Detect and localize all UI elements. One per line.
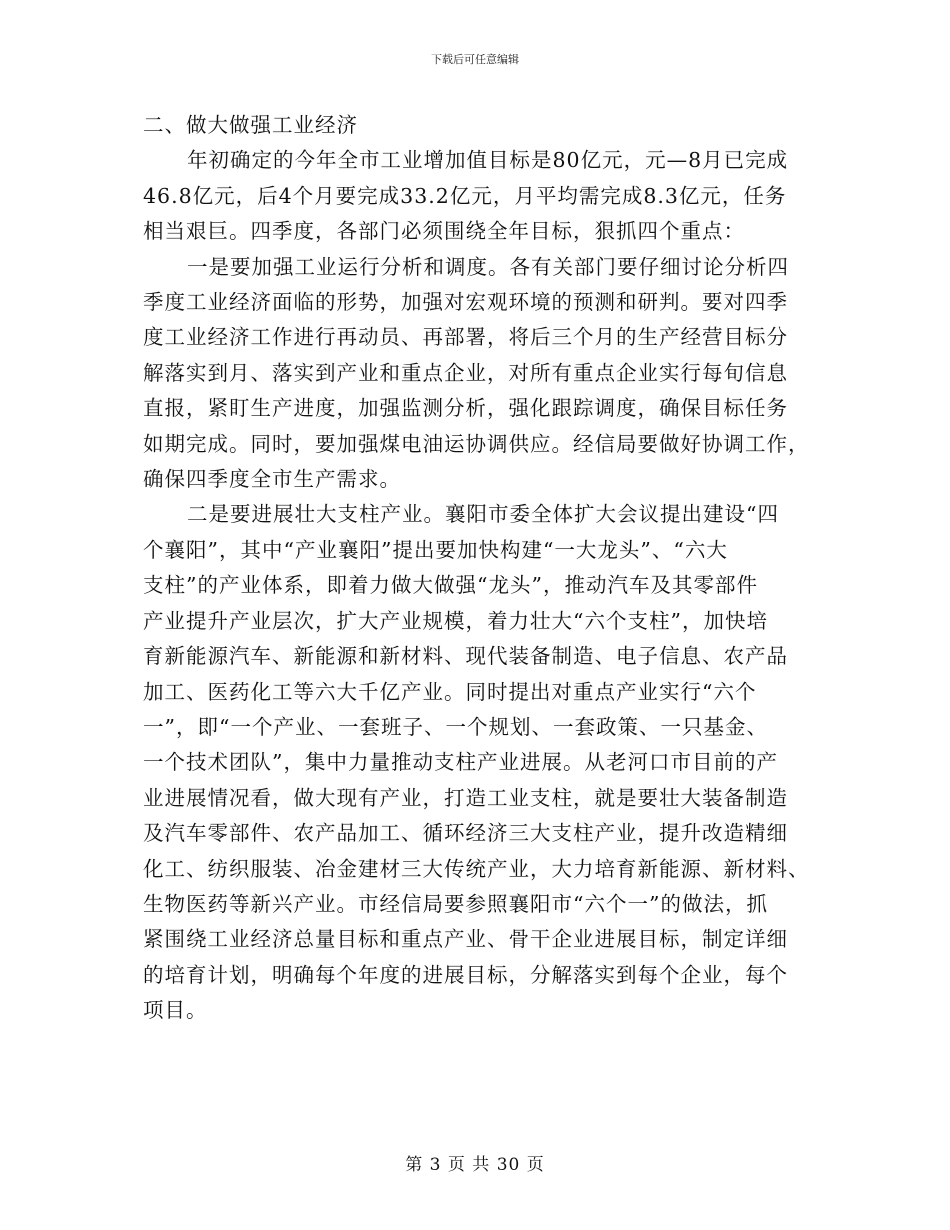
paragraph-line: 一个技术团队”，集中力量推动支柱产业进展。从老河口市目前的产 [143, 750, 778, 775]
page-header-note: 下载后可任意编辑 [431, 53, 519, 66]
paragraph-line: 及汽车零部件、农产品加工、循环经济三大支柱产业，提升改造精细 [143, 821, 788, 846]
paragraph-line: 解落实到月、落实到产业和重点企业，对所有重点企业实行每旬信息 [143, 360, 788, 385]
paragraph-line: 生物医药等新兴产业。市经信局要参照襄阳市“六个一”的做法，抓 [143, 891, 768, 916]
paragraph-2 [143, 250, 811, 498]
paragraph-line: 确保四季度全市生产需求。 [143, 467, 401, 492]
section-heading: 二、做大做强工业经济 [143, 113, 358, 137]
paragraph-1 [143, 143, 811, 249]
paragraph-line: 如期完成。同时，要加强煤电油运协调供应。经信局要做好协调工作， [143, 431, 810, 456]
page-number: 第 3 页 共 30 页 [405, 1155, 545, 1175]
paragraph-line: 支柱”的产业体系，即着力做大做强“龙头”，推动汽车及其零部件 [143, 573, 758, 598]
paragraph-line: 紧围绕工业经济总量目标和重点产业、骨干企业进展目标，制定详细 [143, 927, 788, 952]
paragraph-line: 直报，紧盯生产进度，加强监测分析，强化跟踪调度，确保目标任务 [143, 396, 788, 421]
paragraph-line: 相当艰巨。四季度，各部门必须围绕全年目标，狠抓四个重点： [143, 219, 745, 244]
paragraph-line: 度工业经济工作进行再动员、再部署，将后三个月的生产经营目标分 [143, 325, 788, 350]
paragraph-line: 加工、医药化工等六大千亿产业。同时提出对重点产业实行“六个 [143, 679, 757, 704]
paragraph-line: 一是要加强工业运行分析和调度。各有关部门要仔细讨论分析四 [187, 254, 789, 279]
paragraph-line: 季度工业经济面临的形势，加强对宏观环境的预测和研判。要对四季 [143, 290, 788, 315]
paragraph-line: 育新能源汽车、新能源和新材料、现代装备制造、电子信息、农产品 [143, 644, 788, 669]
paragraph-line: 的培育计划，明确每个年度的进展目标，分解落实到每个企业，每个 [143, 962, 788, 987]
paragraph-line: 化工、纺织服装、冶金建材三大传统产业，大力培育新能源、新材料、 [143, 856, 810, 881]
paragraph-line: 业进展情况看，做大现有产业，打造工业支柱，就是要壮大装备制造 [143, 785, 788, 810]
paragraph-line: 产业提升产业层次，扩大产业规模，着力壮大“六个支柱”，加快培 [143, 608, 768, 633]
paragraph-line: 个襄阳”，其中“产业襄阳”提出要加快构建“一大龙头”、“六大 [143, 537, 728, 562]
paragraph-line: 46.8亿元，后4个月要完成33.2亿元，月平均需完成8.3亿元，任务 [143, 183, 787, 208]
document-body [143, 108, 811, 1029]
paragraph-line: 二是要进展壮大支柱产业。襄阳市委全体扩大会议提出建设“四 [187, 502, 779, 527]
paragraph-line: 年初确定的今年全市工业增加值目标是80亿元，元—8月已完成 [187, 148, 789, 173]
paragraph-3 [143, 497, 811, 1028]
paragraph-line: 一”，即“一个产业、一套班子、一个规划、一套政策、一只基金、 [143, 714, 768, 739]
paragraph-line: 项目。 [143, 998, 208, 1023]
